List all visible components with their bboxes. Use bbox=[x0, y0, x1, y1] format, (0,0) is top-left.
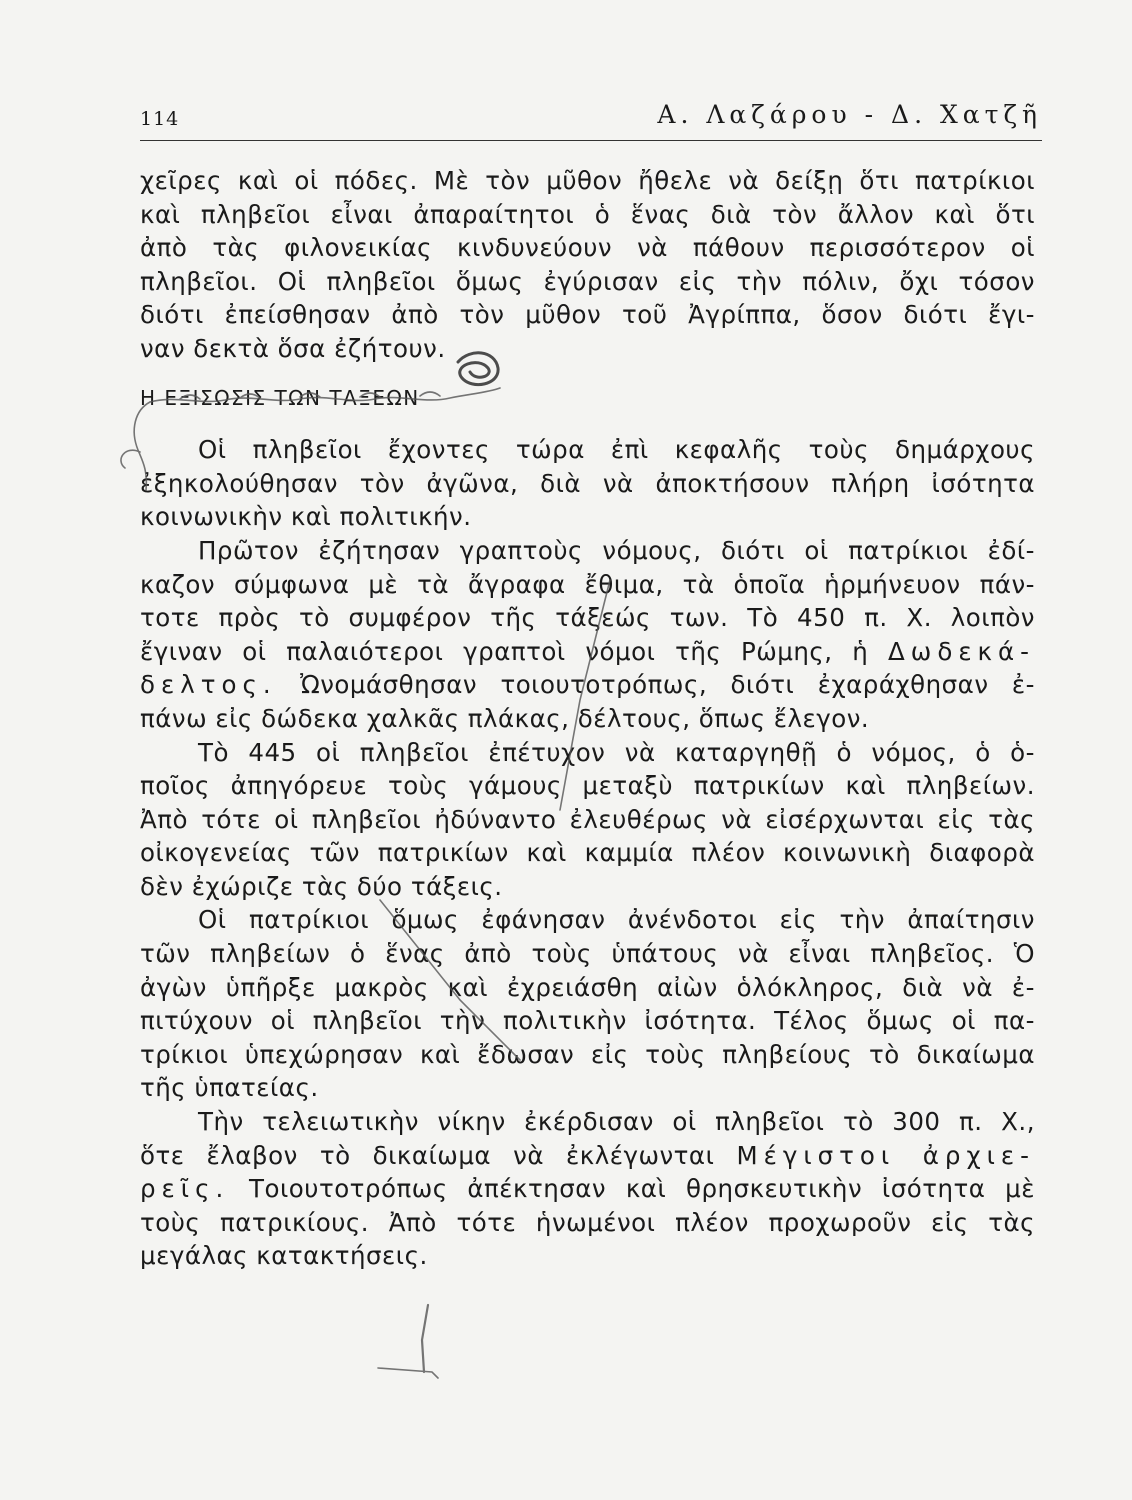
end-mark bbox=[378, 1368, 438, 1378]
page-number: 114 bbox=[140, 108, 180, 130]
text-line: καὶ πληβεῖοι εἶναι ἀπαραίτητοι ὁ ἕνας διὰ τὸν ἄλλον καὶ ὅτι bbox=[140, 199, 1035, 229]
text-line: ποῖος ἀπηγόρευε τοὺς γάμους μεταξὺ πατρικίων καὶ πληβείων. bbox=[140, 771, 1035, 801]
paragraph-3 bbox=[140, 534, 1035, 736]
text-line: Πρῶτον ἐζήτησαν γραπτοὺς νόμους, διότι οἱ πατρίκιοι ἐδί- bbox=[198, 535, 1035, 565]
body-text bbox=[140, 164, 1035, 1273]
text-line: τρίκιοι ὑπεχώρησαν καὶ ἔδωσαν εἰς τοὺς πληβείους τὸ δικαίωμα bbox=[140, 1039, 1035, 1069]
text-line: ἐξηκολούθησαν τὸν ἀγῶνα, διὰ νὰ ἀποκτήσουν πλήρη ἰσότητα bbox=[140, 468, 1035, 498]
text-line: ἀπὸ τὰς φιλονεικίας κινδυνεύουν νὰ πάθουν περισσότερον οἱ bbox=[140, 233, 1035, 263]
text-line: τῶν πληβείων ὁ ἕνας ἀπὸ τοὺς ὑπάτους νὰ εἶναι πληβεῖος. Ὁ bbox=[140, 939, 1035, 969]
text-line: μεγάλας κατακτήσεις. bbox=[140, 1241, 428, 1271]
header-rule bbox=[140, 140, 1042, 141]
text-segment: ἔγιναν οἱ παλαιότεροι γραπτοὶ νόμοι τῆς Ρώμης, ἡ bbox=[140, 636, 869, 666]
text-line: καζον σύμφωνα μὲ τὰ ἄγραφα ἔθιμα, τὰ ὁποῖα ἡρμήνευον πάν- bbox=[140, 569, 1035, 599]
text-line: οἰκογενείας τῶν πατρικίων καὶ καμμία πλέον κοινωνικὴ διαφορὰ bbox=[140, 838, 1035, 868]
running-head-authors: Α. Λαζάρου - Δ. Χατζῆ bbox=[657, 100, 1042, 129]
text-line bbox=[140, 1172, 1035, 1206]
paragraph-1 bbox=[140, 164, 1035, 366]
text-line: Οἱ πατρίκιοι ὅμως ἐφάνησαν ἀνένδοτοι εἰς τὴν ἀπαίτησιν bbox=[198, 905, 1035, 935]
spaced-term: Μέγιστοι ἀρχιε- bbox=[736, 1140, 1035, 1170]
text-line: Οἱ πληβεῖοι ἔχοντες τώρα ἐπὶ κεφαλῆς τοὺς δημάρχους bbox=[198, 435, 1035, 465]
text-line bbox=[140, 1139, 1035, 1173]
text-line: Τὴν τελειωτικὴν νίκην ἐκέρδισαν οἱ πληβεῖοι τὸ 300 π. Χ., bbox=[198, 1107, 1035, 1137]
text-segment: Τοιουτοτρόπως ἀπέκτησαν καὶ θρησκευτικὴν ἰσότητα μὲ bbox=[249, 1174, 1035, 1204]
section-heading: Η ΕΞΙΣΩΣΙΣ ΤΩΝ ΤΑΞΕΩΝ bbox=[140, 385, 420, 410]
text-line: ἀγὼν ὑπῆρξε μακρὸς καὶ ἐχρειάσθη αἰὼν ὁλόκληρος, διὰ νὰ ἐ- bbox=[140, 972, 1035, 1002]
text-line: ναν δεκτὰ ὅσα ἐζήτουν. bbox=[140, 333, 446, 363]
text-line: δὲν ἐχώριζε τὰς δύο τάξεις. bbox=[140, 871, 503, 901]
text-line: πάνω εἰς δώδεκα χαλκᾶς πλάκας, δέλτους, ὅπως ἔλεγον. bbox=[140, 703, 870, 733]
spaced-term: δελτος. bbox=[140, 670, 277, 700]
page-header bbox=[140, 100, 1042, 140]
paragraph-2 bbox=[140, 433, 1035, 534]
text-line: τῆς ὑπατείας. bbox=[140, 1073, 319, 1103]
text-line: Τὸ 445 οἱ πληβεῖοι ἐπέτυχον νὰ καταργηθῇ ὁ νόμος, ὁ ὁ- bbox=[198, 737, 1035, 767]
spaced-term: Δωδεκά- bbox=[888, 636, 1035, 666]
text-line: πιτύχουν οἱ πληβεῖοι τὴν πολιτικὴν ἰσότητα. Τέλος ὅμως οἱ πα- bbox=[140, 1006, 1035, 1036]
text-segment: Ὠνομάσθησαν τοιουτοτρόπως, διότι ἐχαράχθησαν ἐ- bbox=[300, 670, 1035, 700]
text-line bbox=[140, 635, 1035, 669]
text-segment: ὅτε ἔλαβον τὸ δικαίωμα νὰ ἐκλέγωνται bbox=[140, 1140, 715, 1170]
text-line: τοὺς πατρικίους. Ἀπὸ τότε ἡνωμένοι πλέον προχωροῦν εἰς τὰς bbox=[140, 1207, 1035, 1237]
text-line: διότι ἐπείσθησαν ἀπὸ τὸν μῦθον τοῦ Ἀγρίππα, ὅσον διότι ἔγι- bbox=[140, 300, 1035, 330]
text-line: χεῖρες καὶ οἱ πόδες. Μὲ τὸν μῦθον ἤθελε νὰ δείξῃ ὅτι πατρίκιοι bbox=[140, 166, 1035, 195]
text-line: τοτε πρὸς τὸ συμφέρον τῆς τάξεώς των. Τὸ 450 π. Χ. λοιπὸν bbox=[140, 603, 1035, 633]
paragraph-4 bbox=[140, 736, 1035, 904]
spaced-term: ρεῖς. bbox=[140, 1174, 230, 1204]
bracket-mark bbox=[121, 450, 140, 468]
paragraph-6 bbox=[140, 1105, 1035, 1273]
text-line: κοινωνικὴν καὶ πολιτικήν. bbox=[140, 502, 472, 532]
end-mark bbox=[422, 1305, 428, 1372]
text-line bbox=[140, 668, 1035, 702]
text-line: Ἀπὸ τότε οἱ πληβεῖοι ἠδύναντο ἐλευθέρως νὰ εἰσέρχωνται εἰς τὰς bbox=[140, 804, 1035, 834]
text-line: πληβεῖοι. Οἱ πληβεῖοι ὅμως ἐγύρισαν εἰς τὴν πόλιν, ὄχι τόσον bbox=[140, 266, 1035, 296]
paragraph-5 bbox=[140, 903, 1035, 1105]
